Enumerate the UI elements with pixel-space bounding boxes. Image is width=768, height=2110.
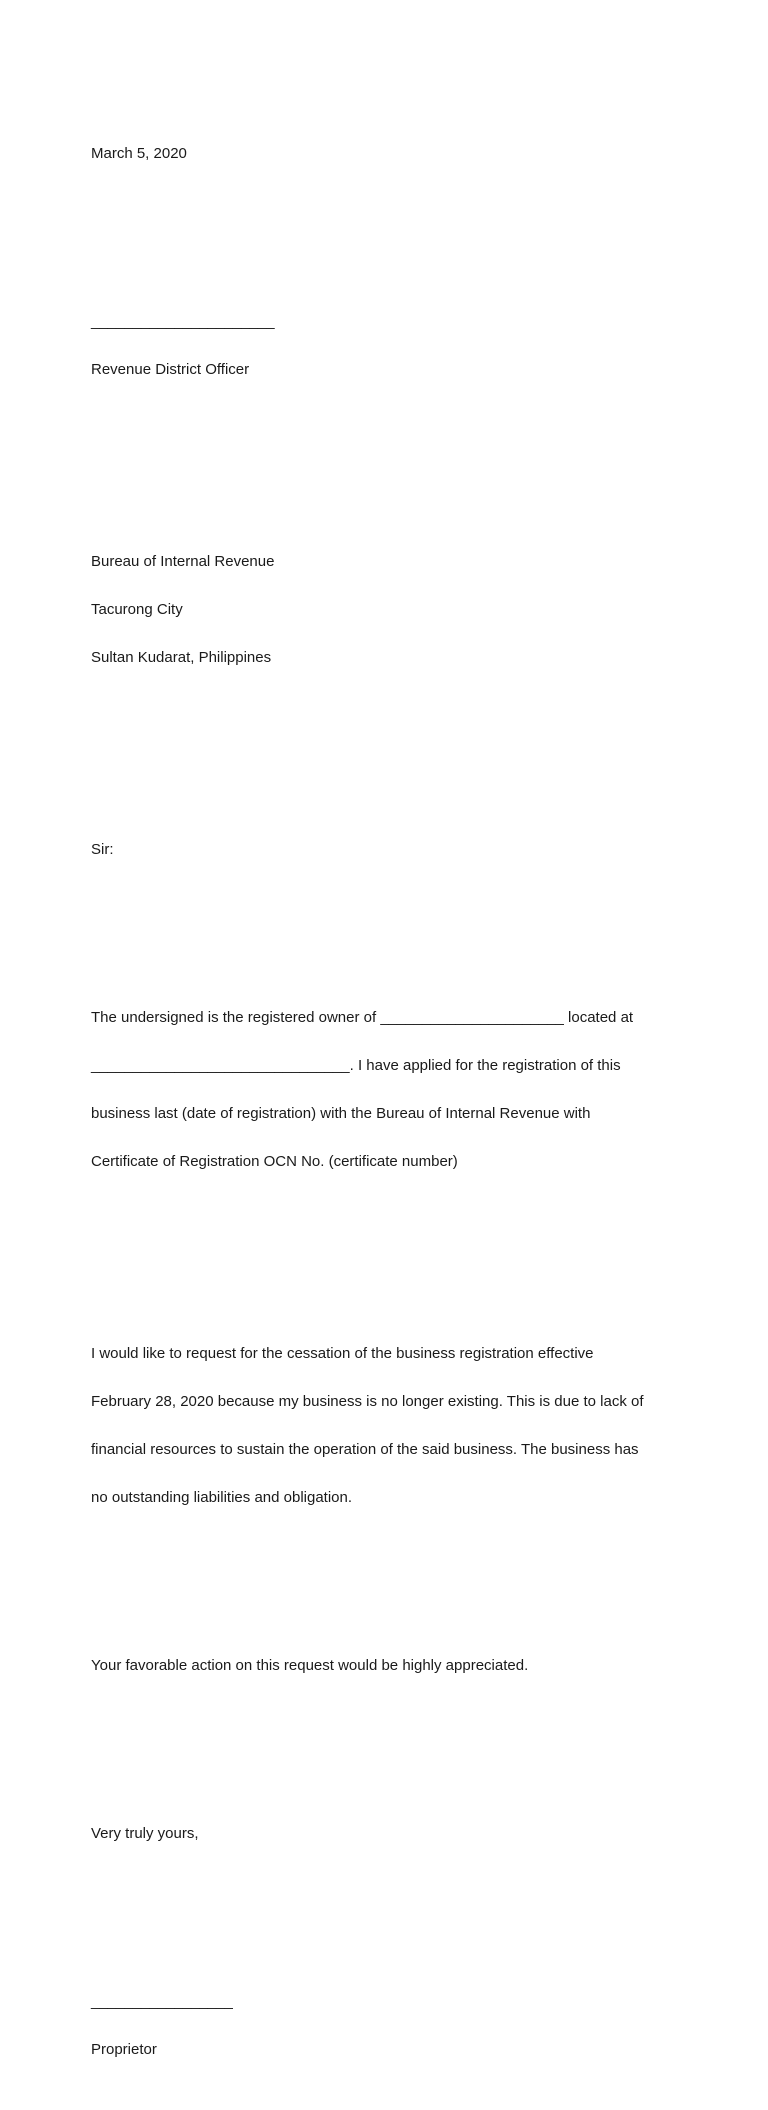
signature-blank: _________________ [91,1993,233,2010]
paragraph-line: Certificate of Registration OCN No. (certificate number) [91,1153,458,1170]
paragraph-line: no outstanding liabilities and obligation. [91,1489,353,1506]
paragraph-line: February 28, 2020 because my business is no longer existing. This is due to lack of [91,1393,644,1410]
paragraph-ownership [91,982,691,1198]
paragraph-line: The undersigned is the registered owner of ______________________ located at [91,1009,634,1026]
paragraph-line: _______________________________. I have applied for the registration of this [91,1057,621,1074]
recipient-title: Revenue District Officer [91,361,250,378]
paragraph-line: financial resources to sustain the operation of the said business. The business has [91,1441,639,1458]
paragraph-line: I would like to request for the cessation of the business registration effective [91,1345,594,1362]
letter-date: March 5, 2020 [91,145,187,162]
salutation: Sir: [91,841,114,858]
closing: Very truly yours, [91,1825,199,1842]
paragraph-cessation-request [91,1318,691,1534]
address-line: Bureau of Internal Revenue [91,553,275,570]
letter-body [91,94,691,2110]
recipient-name-blank: ______________________ [91,313,275,330]
signatory-title: Proprietor [91,2041,157,2058]
paragraph-appreciation: Your favorable action on this request would be highly appreciated. [91,1657,529,1674]
paragraph-line: business last (date of registration) with the Bureau of Internal Revenue with [91,1105,591,1122]
address-line: Sultan Kudarat, Philippines [91,649,272,666]
recipient-address [91,526,691,694]
address-line: Tacurong City [91,601,183,618]
